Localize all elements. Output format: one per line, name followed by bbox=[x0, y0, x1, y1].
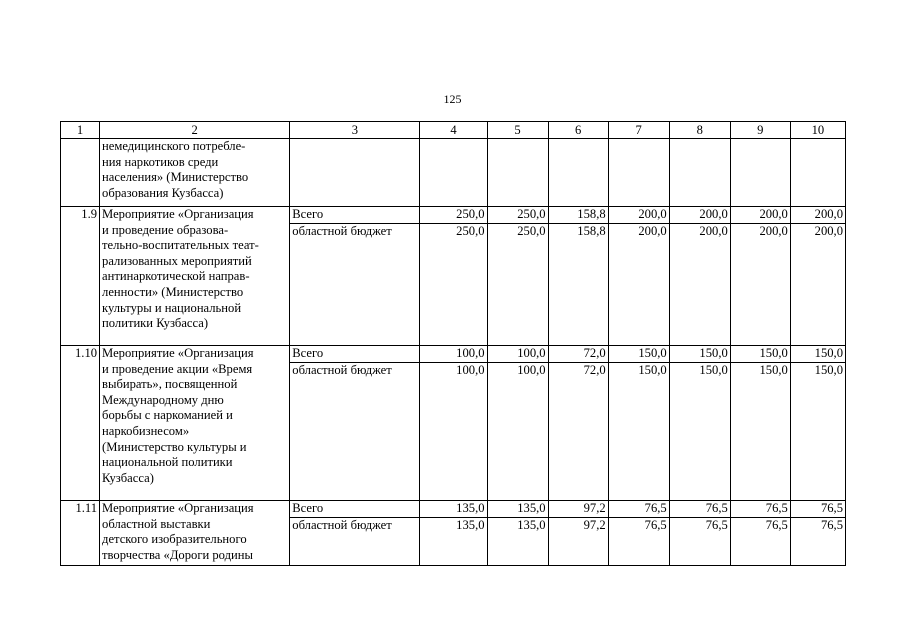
header-cell: 6 bbox=[548, 122, 608, 139]
value-cell: 200,0 bbox=[669, 207, 730, 224]
value-cell: 100,0 bbox=[420, 346, 487, 363]
item-total-row bbox=[61, 207, 846, 224]
value-cell bbox=[790, 139, 845, 207]
description-cell: Мероприятие «Организация областной выставки детского изобразительного творчества «Дороги родины bbox=[100, 501, 290, 566]
value-cell: 150,0 bbox=[730, 363, 790, 501]
header-cell: 2 bbox=[100, 122, 290, 139]
header-cell: 10 bbox=[790, 122, 845, 139]
value-cell: 97,2 bbox=[548, 501, 608, 518]
source-cell: областной бюджет bbox=[290, 518, 420, 566]
source-cell: областной бюджет bbox=[290, 363, 420, 501]
value-cell: 76,5 bbox=[608, 518, 669, 566]
value-cell: 76,5 bbox=[730, 518, 790, 566]
value-cell: 100,0 bbox=[487, 346, 548, 363]
value-cell: 76,5 bbox=[669, 518, 730, 566]
source-cell: Всего bbox=[290, 501, 420, 518]
value-cell bbox=[420, 139, 487, 207]
value-cell: 250,0 bbox=[420, 224, 487, 346]
value-cell: 200,0 bbox=[790, 224, 845, 346]
index-cell bbox=[61, 139, 100, 207]
value-cell: 76,5 bbox=[790, 501, 845, 518]
value-cell: 76,5 bbox=[669, 501, 730, 518]
value-cell: 97,2 bbox=[548, 518, 608, 566]
value-cell: 135,0 bbox=[420, 518, 487, 566]
value-cell: 72,0 bbox=[548, 346, 608, 363]
value-cell: 150,0 bbox=[790, 363, 845, 501]
index-cell: 1.9 bbox=[61, 207, 100, 346]
value-cell: 100,0 bbox=[420, 363, 487, 501]
value-cell: 200,0 bbox=[730, 207, 790, 224]
value-cell: 135,0 bbox=[487, 518, 548, 566]
value-cell: 158,8 bbox=[548, 224, 608, 346]
value-cell: 76,5 bbox=[608, 501, 669, 518]
value-cell bbox=[608, 139, 669, 207]
budget-table bbox=[60, 121, 846, 566]
index-cell: 1.10 bbox=[61, 346, 100, 501]
value-cell: 150,0 bbox=[669, 363, 730, 501]
source-cell bbox=[290, 139, 420, 207]
header-cell: 4 bbox=[420, 122, 487, 139]
continuation-row bbox=[61, 139, 846, 207]
value-cell bbox=[730, 139, 790, 207]
value-cell: 158,8 bbox=[548, 207, 608, 224]
value-cell: 150,0 bbox=[730, 346, 790, 363]
value-cell: 150,0 bbox=[608, 363, 669, 501]
header-cell: 3 bbox=[290, 122, 420, 139]
value-cell: 250,0 bbox=[487, 207, 548, 224]
description-cell: Мероприятие «Организация и проведение акции «Время выбирать», посвященной Международному дню борьбы с наркоманией и наркобизнесом» (Министерство культуры и национальной политики Кузбасса) bbox=[100, 346, 290, 501]
header-cell: 1 bbox=[61, 122, 100, 139]
value-cell: 200,0 bbox=[608, 207, 669, 224]
value-cell: 200,0 bbox=[608, 224, 669, 346]
source-cell: областной бюджет bbox=[290, 224, 420, 346]
description-cell: Мероприятие «Организация и проведение образова- тельно-воспитательных теат- рализованных мероприятий антинаркотической направ- ленности» (Министерство культуры и национальной политики Кузбасса) bbox=[100, 207, 290, 346]
description-cell: немедицинского потребле- ния наркотиков среди населения» (Министерство образования Кузбасса) bbox=[100, 139, 290, 207]
value-cell: 250,0 bbox=[420, 207, 487, 224]
value-cell: 150,0 bbox=[790, 346, 845, 363]
item-total-row bbox=[61, 501, 846, 518]
source-cell: Всего bbox=[290, 346, 420, 363]
item-total-row bbox=[61, 346, 846, 363]
value-cell: 72,0 bbox=[548, 363, 608, 501]
value-cell: 76,5 bbox=[730, 501, 790, 518]
value-cell: 200,0 bbox=[730, 224, 790, 346]
value-cell: 200,0 bbox=[669, 224, 730, 346]
page-number: 125 bbox=[443, 92, 462, 106]
value-cell: 76,5 bbox=[790, 518, 845, 566]
value-cell: 150,0 bbox=[669, 346, 730, 363]
source-cell: Всего bbox=[290, 207, 420, 224]
header-row bbox=[61, 122, 846, 139]
value-cell: 100,0 bbox=[487, 363, 548, 501]
value-cell: 200,0 bbox=[790, 207, 845, 224]
header-cell: 8 bbox=[669, 122, 730, 139]
index-cell: 1.11 bbox=[61, 501, 100, 566]
value-cell: 150,0 bbox=[608, 346, 669, 363]
value-cell bbox=[548, 139, 608, 207]
value-cell bbox=[669, 139, 730, 207]
value-cell: 250,0 bbox=[487, 224, 548, 346]
value-cell: 135,0 bbox=[420, 501, 487, 518]
value-cell bbox=[487, 139, 548, 207]
header-cell: 7 bbox=[608, 122, 669, 139]
value-cell: 135,0 bbox=[487, 501, 548, 518]
header-cell: 9 bbox=[730, 122, 790, 139]
header-cell: 5 bbox=[487, 122, 548, 139]
